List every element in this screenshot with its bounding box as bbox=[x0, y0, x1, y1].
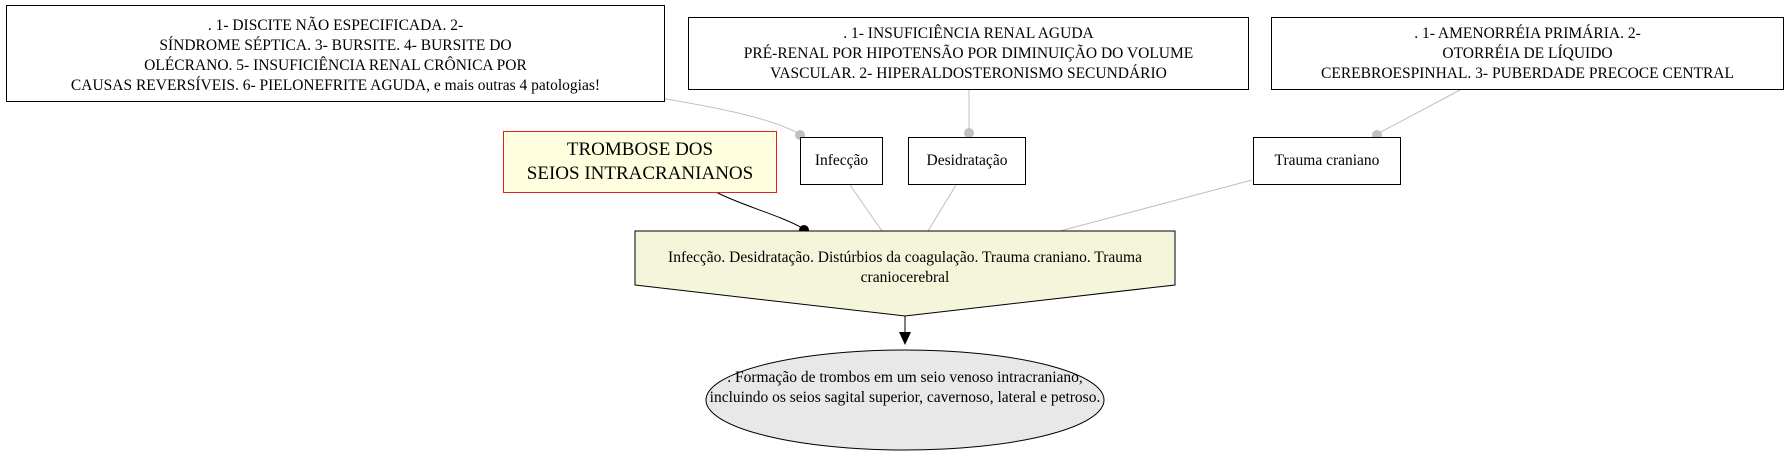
edge-topleft-infeccao bbox=[660, 98, 800, 134]
top-middle-line-2: PRÉ-RENAL POR HIPOTENSÃO POR DIMINUIÇÃO DO VOLUME bbox=[743, 44, 1194, 62]
top-middle-line-3: VASCULAR. 2- HIPERALDOSTERONISMO SECUNDÁRIO bbox=[770, 64, 1167, 82]
top-middle-line-1: . 1- INSUFICIÊNCIA RENAL AGUDA bbox=[843, 24, 1094, 42]
desidratacao-label: Desidratação bbox=[926, 152, 1008, 169]
node-desidratacao bbox=[908, 137, 1026, 185]
main-line-1: TROMBOSE DOS bbox=[566, 139, 714, 160]
result-line-2: venoso intracraniano, incluindo os seios sagital bbox=[709, 369, 1083, 406]
infeccao-label: Infecção bbox=[814, 152, 869, 169]
result-line-3: superior, cavernoso, lateral e petroso. bbox=[868, 389, 1101, 406]
causes-line-2: coagulação. Trauma craniano. Trauma craniocerebral bbox=[860, 249, 1142, 286]
top-right-line-1: . 1- AMENORRÉIA PRIMÁRIA. 2- bbox=[1414, 24, 1641, 42]
arrowhead-result bbox=[899, 332, 911, 345]
causes-text bbox=[640, 248, 1170, 288]
node-top-middle bbox=[688, 17, 1249, 90]
top-right-line-3: CEREBROESPINHAL. 3- PUBERDADE PRECOCE CENTRAL bbox=[1321, 64, 1734, 82]
edge-main-causes bbox=[716, 192, 804, 229]
top-left-line-2: SÍNDROME SÉPTICA. 3- BURSITE. 4- BURSITE DO bbox=[159, 36, 512, 54]
top-right-line-2: OTORRÉIA DE LÍQUIDO bbox=[1442, 44, 1613, 62]
edge-infeccao-causes bbox=[850, 185, 882, 231]
result-line-1: . Formação de trombos em um seio bbox=[727, 369, 946, 386]
node-top-left bbox=[6, 5, 665, 102]
main-line-2: SEIOS INTRACRANIANOS bbox=[526, 163, 754, 184]
top-left-line-3: OLÉCRANO. 5- INSUFICIÊNCIA RENAL CRÔNICA POR bbox=[144, 56, 527, 74]
edge-desidratacao-causes bbox=[928, 185, 956, 231]
node-infeccao bbox=[800, 137, 883, 185]
node-top-right bbox=[1271, 17, 1784, 90]
top-left-line-1: . 1- DISCITE NÃO ESPECIFICADA. 2- bbox=[207, 16, 464, 34]
edge-trauma-causes bbox=[1060, 180, 1252, 231]
node-trauma-craniano bbox=[1253, 137, 1401, 185]
causes-line-1: Infecção. Desidratação. Distúrbios da bbox=[668, 249, 901, 266]
node-main-trombose bbox=[503, 131, 777, 193]
top-left-line-4: CAUSAS REVERSÍVEIS. 6- PIELONEFRITE AGUDA, e mais outras 4 patologias! bbox=[70, 76, 601, 94]
edge-topright-trauma bbox=[1377, 90, 1460, 134]
result-text bbox=[706, 368, 1104, 408]
trauma-label: Trauma craniano bbox=[1274, 152, 1380, 169]
